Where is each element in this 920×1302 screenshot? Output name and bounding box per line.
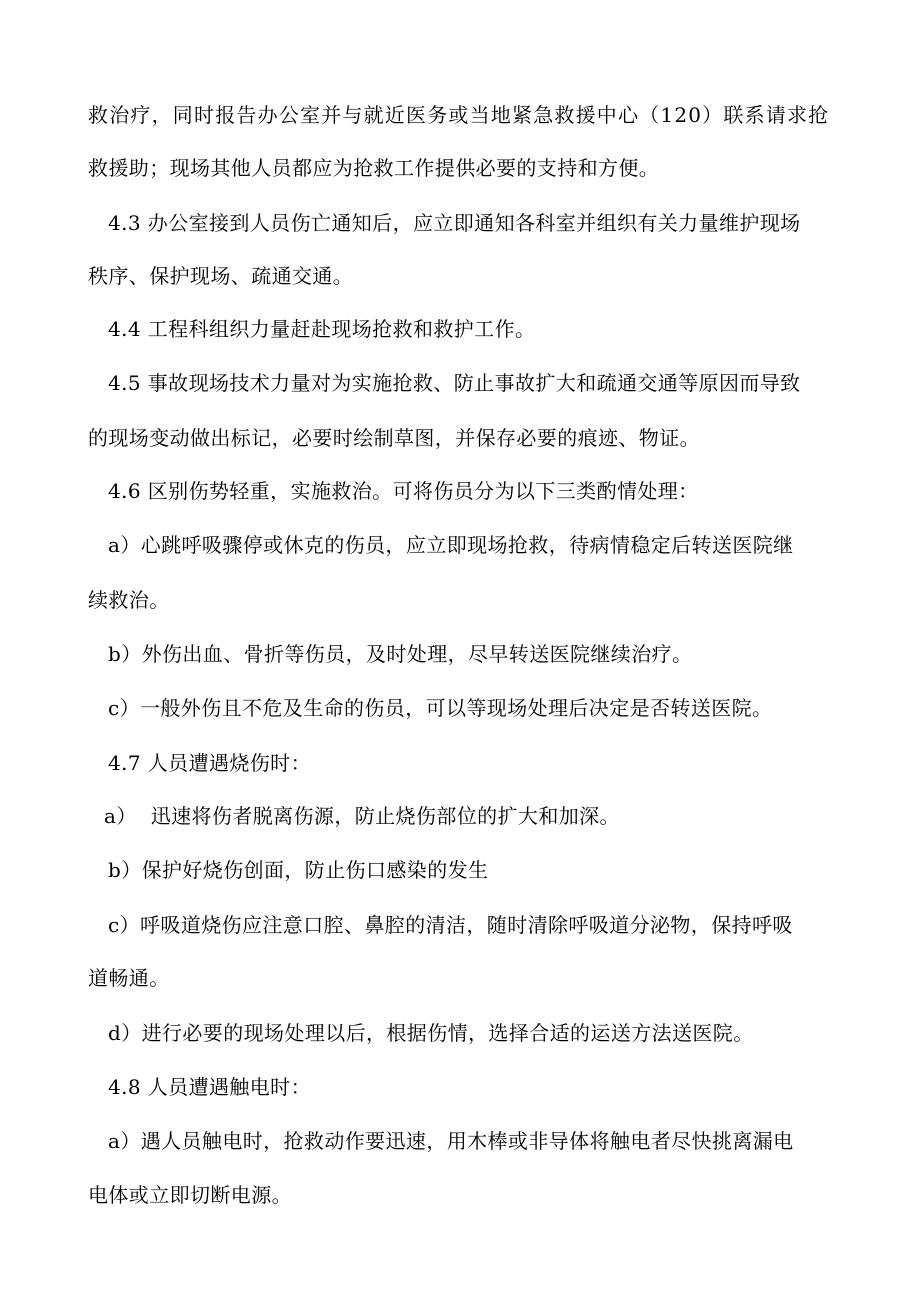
- paragraph-line: 4.7 人员遭遇烧伤时：: [108, 751, 311, 775]
- list-marker: a）: [104, 804, 137, 828]
- paragraph-line: 续救治。: [88, 588, 170, 612]
- paragraph-line: a）心跳呼吸骤停或休克的伤员，应立即现场抢救，待病情稳定后转送医院继: [108, 533, 794, 557]
- paragraph-line: 秩序、保护现场、疏通交通。: [88, 264, 354, 288]
- paragraph-line: b）外伤出血、骨折等伤员，及时处理，尽早转送医院继续治疗。: [108, 642, 693, 666]
- paragraph-line: d）进行必要的现场处理以后，根据伤情，选择合适的运送方法送医院。: [108, 1021, 754, 1045]
- paragraph-line: 救援助；现场其他人员都应为抢救工作提供必要的支持和方便。: [88, 156, 660, 180]
- paragraph-line: 4.6 区别伤势轻重，实施救治。可将伤员分为以下三类酌情处理：: [108, 479, 699, 503]
- paragraph-line: 4.3 办公室接到人员伤亡通知后，应立即通知各科室并组织有关力量维护现场: [108, 211, 801, 235]
- paragraph-line: a）遇人员触电时，抢救动作要迅速，用木棒或非导体将触电者尽快挑离漏电: [108, 1129, 794, 1153]
- paragraph-line: c）一般外伤且不危及生命的伤员，可以等现场处理后决定是否转送医院。: [108, 696, 773, 720]
- list-text: 迅速将伤者脱离伤源，防止烧伤部位的扩大和加深。: [150, 804, 620, 828]
- paragraph-line: 电体或立即切断电源。: [88, 1183, 292, 1207]
- paragraph-line: 4.5 事故现场技术力量对为实施抢救、防止事故扩大和疏通交通等原因而导致: [108, 371, 801, 395]
- paragraph-line: b）保护好烧伤创面，防止伤口感染的发生: [108, 858, 489, 882]
- paragraph-line: 4.8 人员遭遇触电时：: [108, 1075, 311, 1099]
- paragraph-line: 4.4 工程科组织力量赶赴现场抢救和救护工作。: [108, 317, 536, 341]
- paragraph-line: 的现场变动做出标记，必要时绘制草图，并保存必要的痕迹、物证。: [88, 426, 700, 450]
- paragraph-line: 救治疗，同时报告办公室并与就近医务或当地紧急救援中心（120）联系请求抢: [88, 103, 830, 127]
- paragraph-line: [104, 802, 620, 830]
- paragraph-line: c）呼吸道烧伤应注意口腔、鼻腔的清洁，随时清除呼吸道分泌物，保持呼吸: [108, 913, 793, 937]
- paragraph-line: 道畅通。: [88, 966, 170, 990]
